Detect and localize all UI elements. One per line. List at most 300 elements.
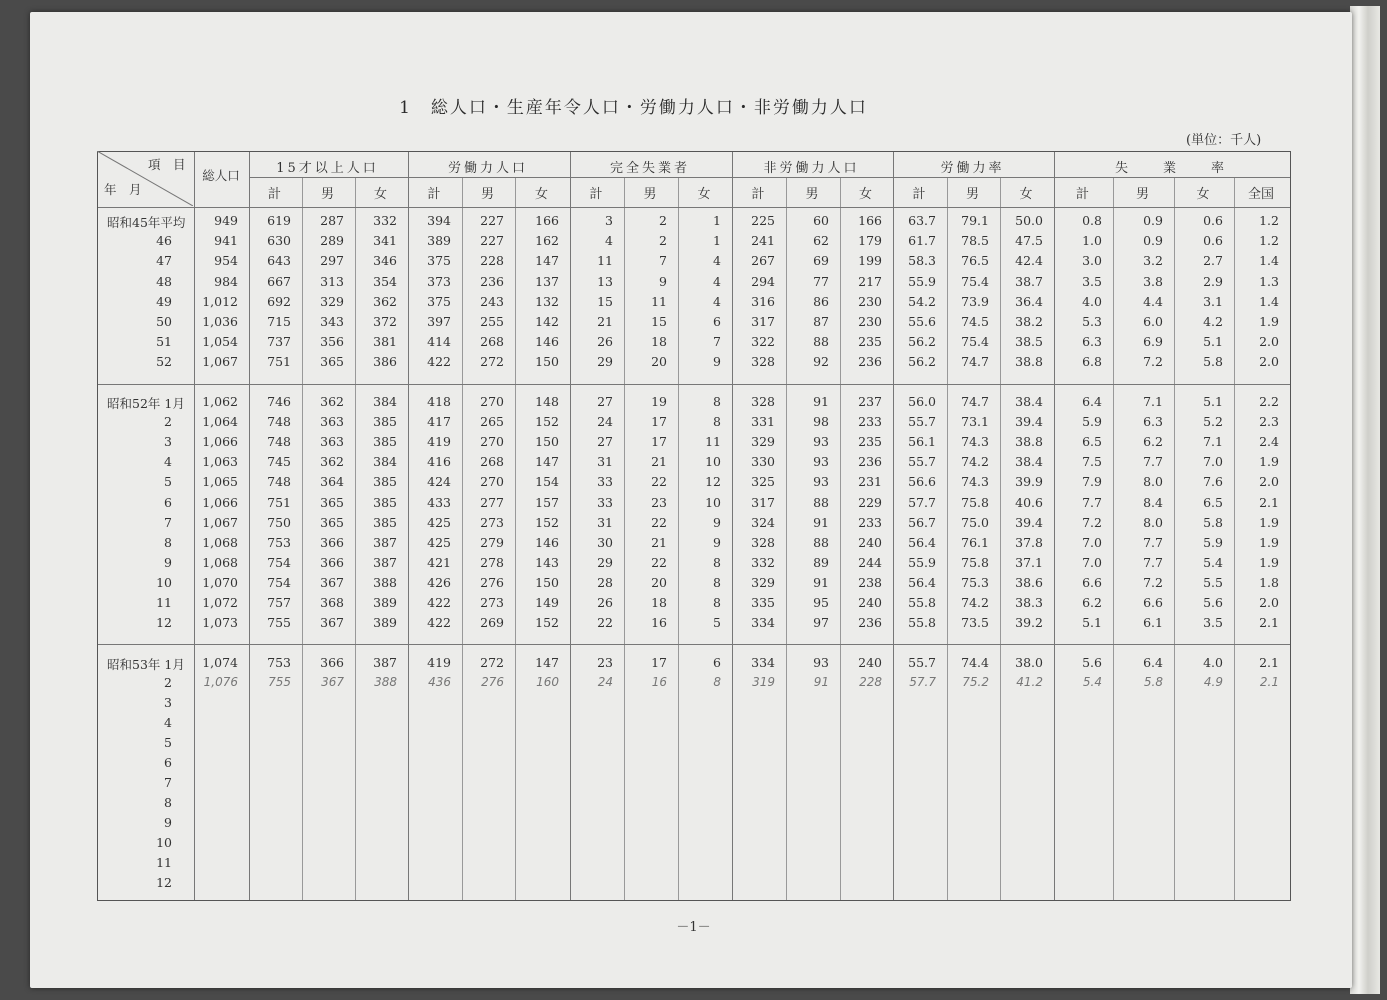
table-cell: 235 xyxy=(858,434,882,450)
table-cell: 389 xyxy=(373,615,397,631)
sub-header: 男 xyxy=(965,187,979,202)
table-cell: 385 xyxy=(373,494,397,510)
table-cell: 334 xyxy=(751,655,775,670)
table-cell: 58.3 xyxy=(908,253,936,269)
table-cell: 329 xyxy=(320,293,344,309)
table-cell: 56.6 xyxy=(908,474,936,490)
table-cell: 5.8 xyxy=(1203,514,1223,530)
row-label: 9 xyxy=(164,815,172,830)
table-cell: 5.9 xyxy=(1203,534,1223,550)
table-cell: 328 xyxy=(751,534,775,550)
table-cell: 40.6 xyxy=(1015,494,1043,510)
table-cell: 15 xyxy=(597,293,613,309)
table-cell: 1.4 xyxy=(1259,253,1279,269)
table-cell: 38.4 xyxy=(1015,394,1043,409)
table-cell: 56.1 xyxy=(908,434,936,450)
table-cell: 39.4 xyxy=(1015,414,1043,430)
table-cell: 1,073 xyxy=(202,615,238,631)
handwritten-cell: 91 xyxy=(813,675,829,689)
table-cell: 6.8 xyxy=(1082,354,1102,370)
table-cell: 147 xyxy=(535,253,559,269)
table-cell: 356 xyxy=(320,334,344,350)
table-cell: 748 xyxy=(267,414,291,430)
table-cell: 329 xyxy=(751,434,775,450)
table-cell: 384 xyxy=(373,454,397,470)
table-cell: 227 xyxy=(480,233,504,249)
table-cell: 56.2 xyxy=(908,334,936,350)
table-cell: 19 xyxy=(651,394,667,409)
table-cell: 7.5 xyxy=(1082,454,1102,470)
table-cell: 8 xyxy=(713,394,721,409)
table-cell: 366 xyxy=(320,655,344,670)
table-cell: 419 xyxy=(427,434,451,450)
table-cell: 737 xyxy=(267,334,291,350)
row-divider xyxy=(98,644,1290,645)
table-cell: 55.8 xyxy=(908,615,936,631)
table-cell: 6.6 xyxy=(1143,595,1163,610)
table-cell: 79.1 xyxy=(961,213,989,228)
table-cell: 984 xyxy=(214,273,238,289)
table-cell: 365 xyxy=(320,354,344,370)
table-cell: 75.4 xyxy=(961,273,989,289)
table-cell: 394 xyxy=(427,213,451,228)
handwritten-cell: 8 xyxy=(713,675,721,689)
table-cell: 279 xyxy=(480,534,504,550)
table-cell: 322 xyxy=(751,334,775,350)
table-cell: 76.1 xyxy=(961,534,989,550)
table-cell: 1,067 xyxy=(202,354,238,370)
table-cell: 0.8 xyxy=(1082,213,1102,228)
table-cell: 2.3 xyxy=(1259,414,1279,430)
table-cell: 36.4 xyxy=(1015,293,1043,309)
table-cell: 757 xyxy=(267,595,291,610)
handwritten-cell: 228 xyxy=(859,675,882,689)
row-label: 11 xyxy=(156,855,172,870)
table-cell: 150 xyxy=(535,434,559,450)
table-cell: 54.2 xyxy=(908,293,936,309)
row-label: 2 xyxy=(164,414,172,430)
table-cell: 1.2 xyxy=(1259,213,1279,228)
table-cell: 5.4 xyxy=(1203,554,1223,570)
handwritten-cell: 4.9 xyxy=(1203,675,1223,689)
table-cell: 7.9 xyxy=(1082,474,1102,490)
table-cell: 236 xyxy=(480,273,504,289)
table-cell: 93 xyxy=(813,474,829,490)
table-cell: 1,054 xyxy=(202,334,238,350)
table-cell: 6.5 xyxy=(1203,494,1223,510)
table-cell: 26 xyxy=(597,334,613,350)
table-cell: 7.0 xyxy=(1082,554,1102,570)
table-cell: 97 xyxy=(813,615,829,631)
table-cell: 20 xyxy=(651,354,667,370)
table-cell: 422 xyxy=(427,595,451,610)
table-cell: 1 xyxy=(713,233,721,249)
row-label: 6 xyxy=(164,494,172,510)
sub-header: 男 xyxy=(320,187,334,202)
table-cell: 55.9 xyxy=(908,273,936,289)
table-cell: 4.2 xyxy=(1203,314,1223,329)
table-cell: 2.2 xyxy=(1259,394,1279,409)
table-cell: 50.0 xyxy=(1015,213,1043,228)
corner-label-item: 項 目 xyxy=(148,157,186,172)
handwritten-cell: 75.2 xyxy=(962,675,989,689)
table-cell: 692 xyxy=(267,293,291,309)
sub-header: 計 xyxy=(912,187,926,202)
table-cell: 17 xyxy=(651,414,667,430)
table-cell: 1,063 xyxy=(202,454,238,470)
row-label: 12 xyxy=(156,875,172,890)
table-cell: 56.2 xyxy=(908,354,936,370)
table-cell: 368 xyxy=(320,595,344,610)
table-cell: 31 xyxy=(597,454,613,470)
table-cell: 8.0 xyxy=(1143,514,1163,530)
table-cell: 6.2 xyxy=(1143,434,1163,450)
table-cell: 753 xyxy=(267,534,291,550)
table-cell: 1 xyxy=(713,213,721,228)
table-cell: 55.9 xyxy=(908,554,936,570)
table-cell: 91 xyxy=(813,394,829,409)
table-cell: 8.0 xyxy=(1143,474,1163,490)
table-cell: 1,070 xyxy=(202,574,238,590)
table-cell: 6.9 xyxy=(1143,334,1163,350)
table-cell: 240 xyxy=(858,534,882,550)
table-cell: 10 xyxy=(705,494,721,510)
table-cell: 146 xyxy=(535,334,559,350)
table-cell: 26 xyxy=(597,595,613,610)
group-header: 完全失業者 xyxy=(609,161,690,176)
table-cell: 166 xyxy=(858,213,882,228)
table-cell: 1,036 xyxy=(202,314,238,329)
table-cell: 365 xyxy=(320,494,344,510)
row-label: 49 xyxy=(156,293,172,309)
table-cell: 238 xyxy=(858,574,882,590)
table-cell: 7 xyxy=(713,334,721,350)
handwritten-cell: 5.8 xyxy=(1143,675,1163,689)
table-cell: 93 xyxy=(813,655,829,670)
table-cell: 1.9 xyxy=(1259,534,1279,550)
table-cell: 1,066 xyxy=(202,434,238,450)
table-cell: 1,072 xyxy=(202,595,238,610)
table-cell: 93 xyxy=(813,454,829,470)
table-cell: 373 xyxy=(427,273,451,289)
handwritten-cell: 160 xyxy=(536,675,559,689)
table-cell: 152 xyxy=(535,514,559,530)
table-cell: 2.9 xyxy=(1203,273,1223,289)
row-label: 8 xyxy=(164,795,172,810)
table-cell: 22 xyxy=(597,615,613,631)
table-cell: 74.7 xyxy=(961,394,989,409)
table-cell: 941 xyxy=(214,233,238,249)
sub-header: 計 xyxy=(267,187,281,202)
table-cell: 425 xyxy=(427,514,451,530)
table-cell: 95 xyxy=(813,595,829,610)
table-cell: 27 xyxy=(597,394,613,409)
table-cell: 55.7 xyxy=(908,414,936,430)
table-cell: 56.4 xyxy=(908,574,936,590)
table-cell: 5.6 xyxy=(1203,595,1223,610)
table-cell: 56.4 xyxy=(908,534,936,550)
table-cell: 237 xyxy=(858,394,882,409)
table-cell: 643 xyxy=(267,253,291,269)
table-cell: 236 xyxy=(858,454,882,470)
unit-label: (単位：千人) xyxy=(1186,133,1262,148)
group-header: 失 業 率 xyxy=(1114,161,1227,176)
table-cell: 9 xyxy=(713,514,721,530)
table-cell: 241 xyxy=(751,233,775,249)
table-cell: 12 xyxy=(705,474,721,490)
sub-header: 全国 xyxy=(1247,187,1274,202)
table-cell: 4.0 xyxy=(1082,293,1102,309)
table-cell: 1.8 xyxy=(1259,574,1279,590)
table-cell: 2.1 xyxy=(1259,615,1279,631)
table-cell: 341 xyxy=(373,233,397,249)
table-cell: 74.3 xyxy=(961,474,989,490)
table-cell: 755 xyxy=(267,615,291,631)
table-cell: 6 xyxy=(713,655,721,670)
table-cell: 38.8 xyxy=(1015,354,1043,370)
table-cell: 6.4 xyxy=(1082,394,1102,409)
handwritten-cell: 755 xyxy=(268,675,291,689)
table-cell: 42.4 xyxy=(1015,253,1043,269)
table-cell: 233 xyxy=(858,514,882,530)
row-label: 8 xyxy=(164,534,172,550)
table-cell: 3 xyxy=(605,213,613,228)
table-cell: 18 xyxy=(651,595,667,610)
table-cell: 3.2 xyxy=(1143,253,1163,269)
table-cell: 152 xyxy=(535,615,559,631)
table-cell: 421 xyxy=(427,554,451,570)
table-cell: 433 xyxy=(427,494,451,510)
table-cell: 76.5 xyxy=(961,253,989,269)
table-cell: 375 xyxy=(427,293,451,309)
row-label: 50 xyxy=(156,314,172,329)
table-cell: 199 xyxy=(858,253,882,269)
table-cell: 346 xyxy=(373,253,397,269)
table-cell: 39.9 xyxy=(1015,474,1043,490)
table-cell: 38.0 xyxy=(1015,655,1043,670)
table-cell: 74.7 xyxy=(961,354,989,370)
table-cell: 1.2 xyxy=(1259,233,1279,249)
table-cell: 255 xyxy=(480,314,504,329)
table-cell: 5 xyxy=(713,615,721,631)
table-cell: 63.7 xyxy=(908,213,936,228)
table-cell: 230 xyxy=(858,314,882,329)
table-cell: 419 xyxy=(427,655,451,670)
sub-header: 女 xyxy=(534,187,548,202)
sub-header: 計 xyxy=(427,187,441,202)
handwritten-cell: 57.7 xyxy=(909,675,936,689)
table-cell: 268 xyxy=(480,454,504,470)
table-cell: 7.1 xyxy=(1203,434,1223,450)
table-cell: 225 xyxy=(751,213,775,228)
table-cell: 37.8 xyxy=(1015,534,1043,550)
page-edge xyxy=(1350,6,1380,994)
table-cell: 87 xyxy=(813,314,829,329)
table-cell: 91 xyxy=(813,574,829,590)
table-cell: 385 xyxy=(373,514,397,530)
table-cell: 5.5 xyxy=(1203,574,1223,590)
table-cell: 28 xyxy=(597,574,613,590)
row-label: 昭和53年 1月 xyxy=(107,657,185,672)
table-cell: 2 xyxy=(659,213,667,228)
table-cell: 228 xyxy=(480,253,504,269)
table-cell: 4 xyxy=(605,233,613,249)
handwritten-cell: 41.2 xyxy=(1016,675,1043,689)
group-header: 非労働力人口 xyxy=(763,161,860,176)
table-cell: 366 xyxy=(320,534,344,550)
table-cell: 6 xyxy=(713,314,721,329)
table-cell: 7.2 xyxy=(1143,574,1163,590)
table-cell: 62 xyxy=(813,233,829,249)
sub-header: 女 xyxy=(697,187,711,202)
table-cell: 149 xyxy=(535,595,559,610)
table-cell: 418 xyxy=(427,394,451,409)
table-cell: 7.7 xyxy=(1143,454,1163,470)
table-cell: 334 xyxy=(751,615,775,631)
table-cell: 29 xyxy=(597,554,613,570)
table-cell: 73.5 xyxy=(961,615,989,631)
table-cell: 78.5 xyxy=(961,233,989,249)
table-cell: 2.0 xyxy=(1259,334,1279,350)
table-cell: 2.4 xyxy=(1259,434,1279,450)
table-cell: 240 xyxy=(858,595,882,610)
table-cell: 751 xyxy=(267,494,291,510)
sub-header: 計 xyxy=(751,187,765,202)
page-number: －1－ xyxy=(676,920,711,935)
table-cell: 55.6 xyxy=(908,314,936,329)
sub-header: 男 xyxy=(480,187,494,202)
header-total-population: 総人口 xyxy=(202,168,240,183)
handwritten-cell: 2.1 xyxy=(1259,675,1279,689)
table-cell: 6.4 xyxy=(1143,655,1163,670)
table-cell: 276 xyxy=(480,574,504,590)
row-label: 47 xyxy=(156,253,172,269)
corner-label-period: 年 月 xyxy=(104,182,142,197)
table-cell: 367 xyxy=(320,615,344,631)
table-cell: 143 xyxy=(535,554,559,570)
table-cell: 0.9 xyxy=(1143,213,1163,228)
handwritten-cell: 367 xyxy=(321,675,344,689)
table-cell: 8.4 xyxy=(1143,494,1163,510)
table-cell: 1,012 xyxy=(202,293,238,309)
table-cell: 362 xyxy=(320,394,344,409)
table-cell: 313 xyxy=(320,273,344,289)
table-cell: 5.1 xyxy=(1082,615,1102,631)
table-cell: 75.8 xyxy=(961,494,989,510)
table-cell: 1,062 xyxy=(202,394,238,409)
table-cell: 365 xyxy=(320,514,344,530)
table-cell: 8 xyxy=(713,574,721,590)
table-cell: 38.7 xyxy=(1015,273,1043,289)
table-cell: 146 xyxy=(535,534,559,550)
table-cell: 328 xyxy=(751,394,775,409)
row-divider xyxy=(249,177,1290,178)
row-label: 10 xyxy=(156,574,172,590)
table-cell: 9 xyxy=(713,534,721,550)
row-label: 5 xyxy=(164,474,172,490)
table-cell: 154 xyxy=(535,474,559,490)
document-title: 1 総人口・生産年令人口・労働力人口・非労働力人口 xyxy=(399,98,868,118)
table-cell: 397 xyxy=(427,314,451,329)
table-cell: 233 xyxy=(858,414,882,430)
row-label: 昭和52年 1月 xyxy=(107,396,185,411)
table-cell: 387 xyxy=(373,554,397,570)
table-cell: 38.2 xyxy=(1015,314,1043,329)
table-cell: 4.4 xyxy=(1143,293,1163,309)
table-cell: 267 xyxy=(751,253,775,269)
handwritten-cell: 16 xyxy=(651,675,667,689)
table-cell: 317 xyxy=(751,314,775,329)
table-cell: 331 xyxy=(751,414,775,430)
sub-header: 計 xyxy=(1075,187,1089,202)
table-cell: 23 xyxy=(597,655,613,670)
table-cell: 2 xyxy=(659,233,667,249)
table-cell: 385 xyxy=(373,414,397,430)
table-cell: 619 xyxy=(267,213,291,228)
handwritten-cell: 276 xyxy=(481,675,504,689)
table-cell: 332 xyxy=(751,554,775,570)
table-cell: 754 xyxy=(267,554,291,570)
table-cell: 217 xyxy=(858,273,882,289)
table-cell: 268 xyxy=(480,334,504,350)
table-cell: 91 xyxy=(813,514,829,530)
table-cell: 39.4 xyxy=(1015,514,1043,530)
table-cell: 23 xyxy=(651,494,667,510)
table-cell: 86 xyxy=(813,293,829,309)
table-cell: 7 xyxy=(659,253,667,269)
table-cell: 73.1 xyxy=(961,414,989,430)
table-cell: 324 xyxy=(751,514,775,530)
table-cell: 74.2 xyxy=(961,454,989,470)
table-cell: 362 xyxy=(320,454,344,470)
table-cell: 89 xyxy=(813,554,829,570)
handwritten-cell: 24 xyxy=(597,675,613,689)
table-cell: 230 xyxy=(858,293,882,309)
table-cell: 422 xyxy=(427,615,451,631)
table-cell: 229 xyxy=(858,494,882,510)
table-cell: 88 xyxy=(813,494,829,510)
table-cell: 316 xyxy=(751,293,775,309)
table-cell: 38.4 xyxy=(1015,454,1043,470)
table-cell: 278 xyxy=(480,554,504,570)
table-cell: 5.2 xyxy=(1203,414,1223,430)
row-label: 12 xyxy=(156,615,172,631)
table-cell: 387 xyxy=(373,534,397,550)
table-cell: 269 xyxy=(480,615,504,631)
table-cell: 236 xyxy=(858,615,882,631)
handwritten-cell: 5.4 xyxy=(1082,675,1102,689)
table-cell: 11 xyxy=(597,253,613,269)
table-cell: 13 xyxy=(597,273,613,289)
table-cell: 426 xyxy=(427,574,451,590)
table-cell: 385 xyxy=(373,434,397,450)
table-cell: 364 xyxy=(320,474,344,490)
table-cell: 6.5 xyxy=(1082,434,1102,450)
table-cell: 2.1 xyxy=(1259,494,1279,510)
table-cell: 6.3 xyxy=(1143,414,1163,430)
table-cell: 7.7 xyxy=(1143,554,1163,570)
table-cell: 715 xyxy=(267,314,291,329)
table-cell: 3.5 xyxy=(1203,615,1223,631)
table-cell: 1.9 xyxy=(1259,514,1279,530)
table-cell: 385 xyxy=(373,474,397,490)
table-cell: 329 xyxy=(751,574,775,590)
table-cell: 0.6 xyxy=(1203,233,1223,249)
table-cell: 386 xyxy=(373,354,397,370)
table-cell: 11 xyxy=(651,293,667,309)
table-cell: 1.9 xyxy=(1259,554,1279,570)
table-cell: 7.2 xyxy=(1082,514,1102,530)
